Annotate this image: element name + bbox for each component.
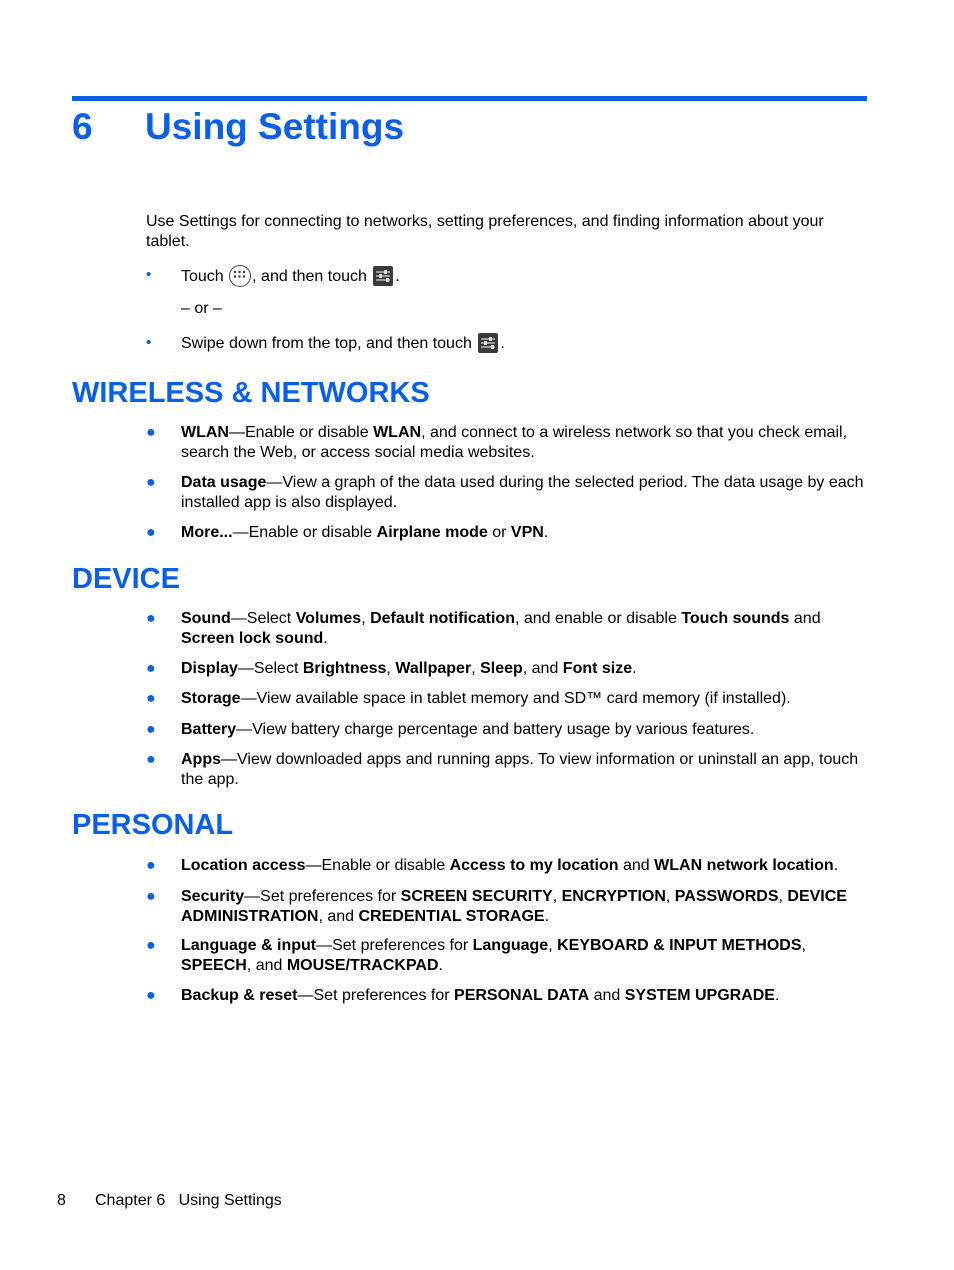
page-number: 8 — [57, 1192, 66, 1209]
settings-sliders-icon — [478, 333, 498, 353]
footer-chapter-title: Chapter 6 Using Settings — [95, 1192, 282, 1209]
bullet-icon: ● — [146, 721, 156, 738]
apps-grid-icon — [229, 265, 251, 287]
chapter-title: Using Settings — [145, 106, 405, 147]
bullet-icon: ● — [146, 690, 156, 707]
list-item: ● Battery—View battery charge percentage and battery usage by various features. — [146, 721, 755, 738]
access-step-1: • Touch , and then touch . — [146, 266, 400, 285]
bullet-icon: ● — [146, 474, 156, 491]
list-item: ● Language & input—Set preferences for Language, KEYBOARD & INPUT METHODS, SPEECH, and MOUSE/TRACKPAD. — [146, 937, 806, 974]
section-heading-wireless: WIRELESS & NETWORKS — [72, 377, 430, 409]
settings-sliders-icon — [373, 266, 393, 286]
list-item: ● Storage—View available space in tablet memory and SD™ card memory (if installed). — [146, 690, 791, 707]
chapter-rule — [72, 96, 867, 101]
bullet-icon: ● — [146, 660, 156, 677]
bullet-icon: ● — [146, 857, 156, 874]
bullet-icon: ● — [146, 751, 156, 768]
page-footer — [57, 1192, 282, 1210]
bullet-icon: ● — [146, 610, 156, 627]
list-item: ● Sound—Select Volumes, Default notification, and enable or disable Touch sounds and Screen lock sound. — [146, 610, 821, 647]
list-item: ● WLAN—Enable or disable WLAN, and connect to a wireless network so that you check email, search the Web, or access social media websites. — [146, 424, 848, 461]
intro-paragraph: Use Settings for connecting to networks, setting preferences, and finding information about your tablet. — [146, 213, 824, 250]
chapter-number: 6 — [72, 106, 93, 147]
bullet-icon: • — [146, 266, 152, 283]
bullet-icon: ● — [146, 937, 156, 954]
list-item: ● Display—Select Brightness, Wallpaper, Sleep, and Font size. — [146, 660, 637, 677]
list-item: ● Apps—View downloaded apps and running apps. To view information or uninstall an app, touch the app. — [146, 751, 859, 788]
list-item: ● Location access—Enable or disable Access to my location and WLAN network location. — [146, 857, 839, 874]
list-item: ● More...—Enable or disable Airplane mode or VPN. — [146, 524, 549, 541]
chapter-heading — [72, 106, 404, 148]
access-step-2: • Swipe down from the top, and then touch . — [146, 334, 505, 352]
section-heading-device: DEVICE — [72, 563, 180, 595]
bullet-icon: • — [146, 334, 152, 351]
list-item: ● Data usage—View a graph of the data used during the selected period. The data usage by each installed app is also displayed. — [146, 474, 864, 511]
section-heading-personal: PERSONAL — [72, 809, 234, 841]
list-item: ● Backup & reset—Set preferences for PERSONAL DATA and SYSTEM UPGRADE. — [146, 987, 780, 1004]
list-item: ● Security—Set preferences for SCREEN SECURITY, ENCRYPTION, PASSWORDS, DEVICE ADMINISTRATION, and CREDENTIAL STORAGE. — [146, 888, 847, 925]
bullet-icon: ● — [146, 987, 156, 1004]
bullet-icon: ● — [146, 888, 156, 905]
or-separator: – or – — [181, 300, 222, 317]
bullet-icon: ● — [146, 424, 156, 441]
bullet-icon: ● — [146, 524, 156, 541]
